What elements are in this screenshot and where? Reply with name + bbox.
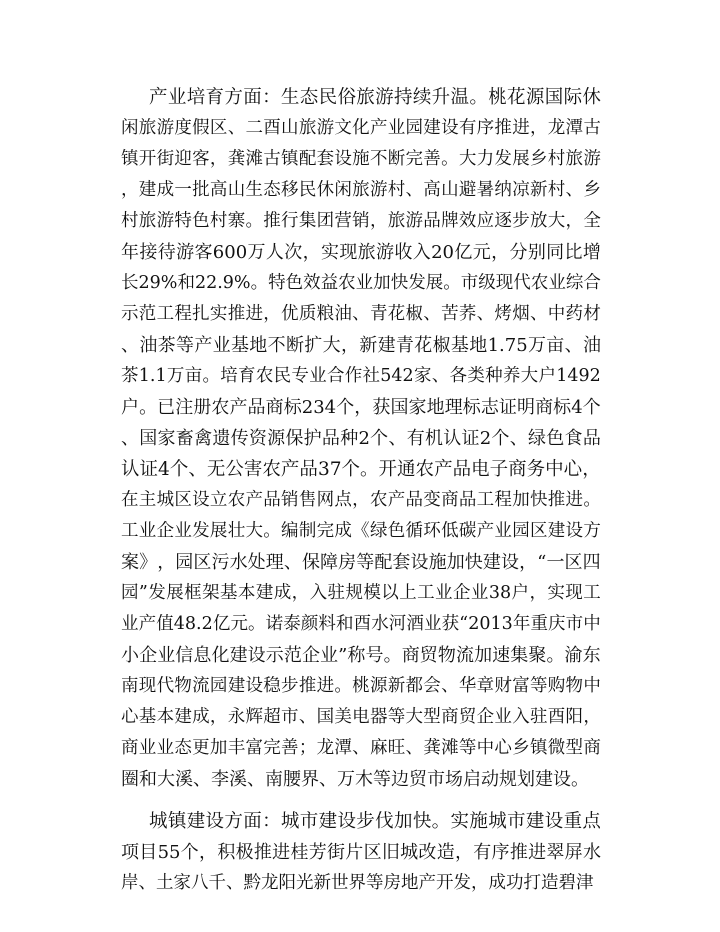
text-line: 镇 开 街 迎 客 ， 龚 滩 古 镇 配 套 设 施 不 断 完 善 。 大 力 发 展 乡 村 旅 游 [121, 149, 601, 169]
text-line: 、 国 家 畜 禽 遗 传 资 源 保 护 品 种 2 个 、 有 机 认 证 2 个 、 绿 色 食 品 [121, 428, 601, 449]
text-line: 业 产 值 48.2 亿 元 。 诺 泰 颜 料 和 酉 水 河 酒 业 获 “ 2013 年 重 庆 市 中 [121, 614, 601, 634]
text-line: 茶 1.1 万 亩 。 培 育 农 民 专 业 合 作 社 542 家 、 各 类 种 养 大 户 1492 [121, 366, 601, 386]
text-line: 户 。 已 注 册 农 产 品 商 标 234 个 ， 获 国 家 地 理 标 志 证 明 商 标 4 个 [121, 397, 601, 418]
text-line: 圈和大溪、李溪、南腰界、万木等边贸市场启动规划建设。 [121, 769, 589, 790]
text-line: ， 建 成 一 批 高 山 生 态 移 民 休 闲 旅 游 村 、 高 山 避 暑 纳 凉 新 村 、 乡 [121, 180, 601, 200]
paragraph [121, 82, 601, 795]
text-line: 示 范 工 程 扎 实 推 进 ， 优 质 粮 油 、 青 花 椒 、 苦 荞 、 烤 烟 、 中 药 材 [121, 304, 601, 324]
text-line: 闲 旅 游 度 假 区 、 二 酉 山 旅 游 文 化 产 业 园 建 设 有 序 推 进 ， 龙 潭 古 [121, 118, 601, 138]
document-body [121, 82, 601, 899]
text-line: 城 镇 建 设 方 面 ： 城 市 建 设 步 伐 加 快 。 实 施 城 市 建 设 重 点 [149, 811, 601, 832]
text-line: 南 现 代 物 流 园 建 设 稳 步 推 进 。 桃 源 新 都 会 、 华 章 财 富 等 购 物 中 [121, 676, 601, 696]
paragraph-gap [121, 795, 601, 806]
text-line: 案 》 ， 园 区 污 水 处 理 、 保 障 房 等 配 套 设 施 加 快 建 设 ， “ 一 区 四 [121, 552, 601, 573]
text-line: 项 目 55 个 ， 积 极 推 进 桂 芳 街 片 区 旧 城 改 造 ， 有 序 推 进 翠 屏 水 [121, 842, 601, 863]
text-line: 长 29% 和 22.9% 。 特 色 效 益 农 业 加 快 发 展 。 市 级 现 代 农 业 综 合 [121, 273, 601, 293]
text-line: 产 业 培 育 方 面 ： 生 态 民 俗 旅 游 持 续 升 温 。 桃 花 源 国 际 休 [149, 87, 601, 108]
text-line: 商 业 业 态 更 加 丰 富 完 善 ； 龙 潭 、 麻 旺 、 龚 滩 等 中 心 乡 镇 微 型 商 [121, 738, 601, 758]
text-line: 村 旅 游 特 色 村 寨 。 推 行 集 团 营 销 ， 旅 游 品 牌 效 应 逐 步 放 大 ， 全 [121, 211, 601, 231]
text-line: 岸、土家八千、黔龙阳光新世界等房地产开发，成功打造碧津 [121, 873, 594, 893]
text-line: 小 企 业 信 息 化 建 设 示 范 企 业 ” 称 号 。 商 贸 物 流 加 速 集 聚 。 渝 东 [121, 645, 601, 666]
text-line: 在 主 城 区 设 立 农 产 品 销 售 网 点 ， 农 产 品 变 商 品 工 程 加 快 推 进 。 [121, 490, 601, 510]
text-line: 年 接 待 游 客 600 万 人 次 ， 实 现 旅 游 收 入 20 亿 元 ， 分 别 同 比 增 [121, 242, 601, 263]
text-line: 园 ” 发 展 框 架 基 本 建 成 ， 入 驻 规 模 以 上 工 业 企 业 38 户 ， 实 现 工 [121, 583, 601, 603]
text-line: 认 证 4 个 、 无 公 害 农 产 品 37 个 。 开 通 农 产 品 电 子 商 务 中 心 ， [121, 459, 601, 480]
text-line: 、 油 茶 等 产 业 基 地 不 断 扩 大 ， 新 建 青 花 椒 基 地 1.75 万 亩 、 油 [121, 335, 601, 356]
paragraph [121, 806, 601, 899]
text-line: 心 基 本 建 成 ， 永 辉 超 市 、 国 美 电 器 等 大 型 商 贸 企 业 入 驻 酉 阳 ， [121, 707, 601, 727]
text-line: 工 业 企 业 发 展 壮 大 。 编 制 完 成 《 绿 色 循 环 低 碳 产 业 园 区 建 设 方 [121, 521, 601, 541]
